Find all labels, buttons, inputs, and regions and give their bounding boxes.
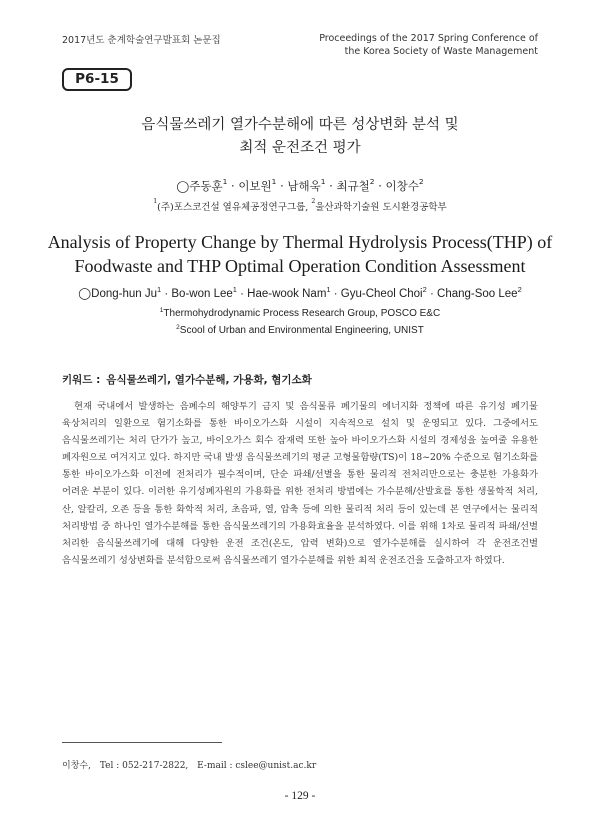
footnote-divider — [62, 742, 222, 743]
session-code-badge: P6-15 — [62, 68, 132, 91]
author-name: 이보원 — [238, 179, 272, 193]
author-sup: 1 — [326, 285, 331, 294]
author-sup: 1 — [232, 285, 237, 294]
author-name: 이창수 — [385, 179, 419, 193]
affil-org: (주)포스코건설 열유체공정연구그룹, — [157, 202, 309, 213]
affil-text: Scool of Urban and Environmental Engineering, UNIST — [179, 325, 424, 336]
author-sup: 2 — [369, 177, 375, 186]
english-title-line1: Analysis of Property Change by Thermal Hydrolysis Process(THP) of — [47, 232, 553, 252]
english-affiliation-1 — [30, 308, 570, 319]
abstract-paragraph: 현재 국내에서 발생하는 음폐수의 해양투기 금지 및 음식물류 폐기물의 에너지화 정책에 따른 유기성 폐기물 육상처리의 일환으로 혐기소화를 통한 바이오가스화 시설이 지속적으로 설치 및 운영되고 있다. 그중에서도 음식물쓰레기는 처리 단가가 높고, 바이오가스 회수 잠재력 또한 높아 바이오가스화 시설의 경제성을 높여줄 유용한 폐자원으로 여겨지고 있다. 하지만 국내 발생 음식물쓰레기의 평균 고형물함량(TS)이 18~20% 수준으로 혐기소화를 통한 바이오가스화 이전에 전처리가 필수적이며, 단순 파쇄/선별을 통한 물리적 전처리만으로는 충분한 가용화가 어려운 부분이 있다. 이러한 유기성폐자원의 가용화를 위한 전처리 방법에는 가수분해/산발효를 통한 생물학적 처리, 산, 알칼리, 오존 등을 통한 화학적 처리, 초음파, 열, 압축 등에 의한 물리적 처리 등이 있는데 본 연구에서는 물리적 처리방법 중 하나인 열가수분해를 통한 음식물쓰레기의 가용화효율을 분석하였다. 이를 위해 1차로 물리적 파쇄/선별 처리한 음식물쓰레기에 대해 다양한 운전 조건(온도, 압력 변화)으로 열가수분해를 실시하여 각 운전조건별 음식물쓰레기 성상변화를 분석함으로써 음식물쓰레기 열가수분해를 위한 최적 운전조건을 도출하고자 하였다. — [62, 401, 538, 566]
korean-authors: ◯주동훈$^1$ · 이보원$^1$ · 남해욱$^1$ · 최규철$^2$ · 이창수$^2$ — [176, 177, 424, 193]
abstract-body — [62, 398, 538, 569]
keywords-label: 키워드 : — [62, 374, 101, 386]
keywords-value: 음식물쓰레기, 열가수분해, 가용화, 혐기소화 — [106, 374, 312, 386]
page-number: - 129 - — [284, 790, 316, 802]
author-name: Chang-Soo Lee — [437, 288, 518, 300]
korean-affiliations — [40, 199, 560, 213]
affil-sup: 1 — [159, 307, 164, 314]
author-sup: 1 — [320, 177, 326, 186]
affil-sup: 2 — [176, 324, 180, 331]
running-header-right-line2: the Korea Society of Waste Management — [344, 46, 538, 57]
running-header-right-line1: Proceedings of the 2017 Spring Conference of — [319, 33, 538, 44]
affil-text: Thermohydrodynamic Process Research Group, POSCO E&C — [163, 308, 441, 319]
affil-org: 울산과학기술원 도시환경공학부 — [315, 202, 447, 213]
footnote-tel: Tel : 052-217-2822, — [99, 761, 189, 771]
author-sup: 1 — [222, 177, 228, 186]
author-name: Hae-wook Nam — [247, 288, 327, 300]
affil-sup: 1 — [153, 198, 158, 205]
korean-title-line1: 음식물쓰레기 열가수분해에 따른 성상변화 분석 및 — [141, 117, 459, 133]
author-name: Bo-won Lee — [171, 288, 233, 300]
korean-title-line2: 최적 운전조건 평가 — [239, 140, 361, 156]
author-sup: 1 — [271, 177, 277, 186]
author-sup: 2 — [422, 285, 427, 294]
author-sup: 2 — [418, 177, 424, 186]
english-title-line2: Foodwaste and THP Optimal Operation Condition Assessment — [74, 256, 526, 276]
corresponding-author-footnote — [62, 758, 322, 771]
author-name: 남해욱 — [287, 179, 321, 193]
footnote-name: 이창수, — [62, 761, 91, 771]
author-name: 최규철 — [336, 179, 370, 193]
author-sup: 1 — [157, 285, 162, 294]
running-header-left: 2017년도 춘계학술연구발표회 논문집 — [62, 35, 221, 46]
keywords — [62, 372, 312, 387]
affil-sup: 2 — [311, 198, 316, 205]
footnote-email: E-mail : cslee@unist.ac.kr — [197, 761, 317, 771]
english-affiliation-2 — [30, 325, 570, 336]
running-header-right — [278, 32, 538, 58]
author-name: ◯Dong-hun Ju — [78, 288, 157, 300]
english-authors: ◯Dong-hun $Ju^1 \cdot Bo-won$ Lee$^1$ · Hae-wook Nam$^1$ · Gyu-Cheol Choi$^2$ · Chang-Soo Lee$^2$ — [78, 285, 522, 300]
author-sup: 2 — [517, 285, 522, 294]
author-name: ◯주동훈 — [176, 179, 223, 193]
author-name: Gyu-Cheol Choi — [340, 288, 423, 300]
